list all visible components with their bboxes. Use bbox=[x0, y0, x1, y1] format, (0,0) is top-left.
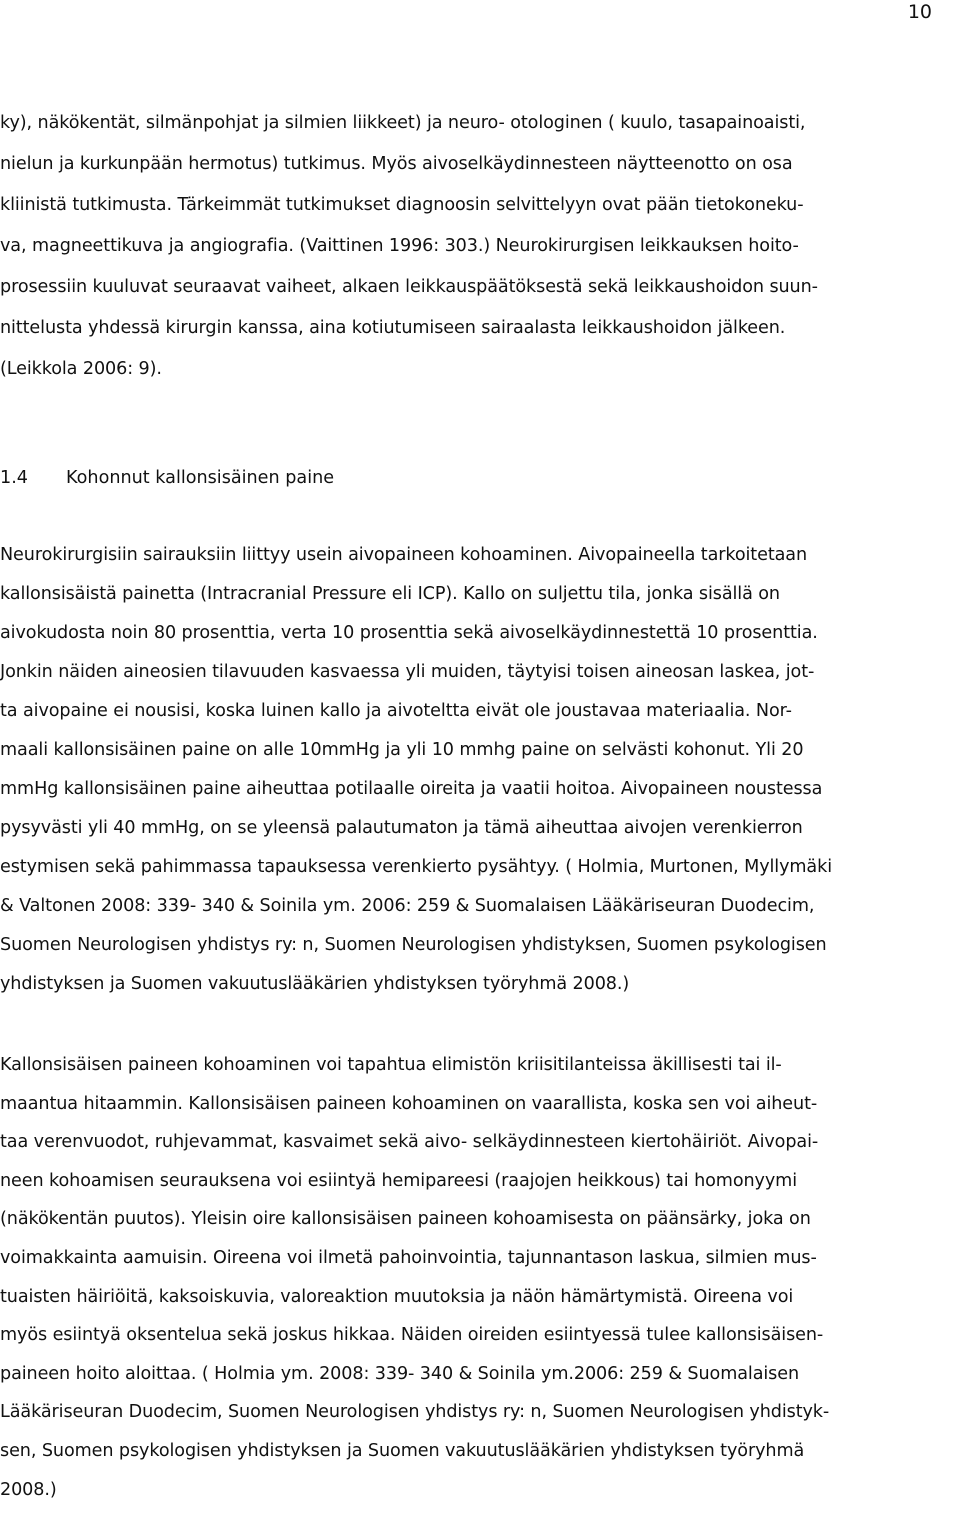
text-line: va, magneettikuva ja angiografia. (Vaittinen 1996: 303.) Neurokirurgisen leikkauksen hoito- bbox=[0, 236, 799, 256]
section-heading bbox=[0, 462, 334, 494]
text-line: ky), näkökentät, silmänpohjat ja silmien liikkeet) ja neuro- otologinen ( kuulo, tasapainoaisti, bbox=[0, 113, 806, 133]
paragraph-2 bbox=[0, 536, 956, 1004]
text-line: Suomen Neurologisen yhdistys ry: n, Suomen Neurologisen yhdistyksen, Suomen psykologisen bbox=[0, 935, 827, 955]
text-line: aivokudosta noin 80 prosenttia, verta 10 prosenttia sekä aivoselkäydinnestettä 10 prosenttia. bbox=[0, 623, 818, 643]
text-line: Lääkäriseuran Duodecim, Suomen Neurologisen yhdistys ry: n, Suomen Neurologisen yhdistyk- bbox=[0, 1402, 830, 1423]
text-line: voimakkainta aamuisin. Oireena voi ilmetä pahoinvointia, tajunnantason laskua, silmien mus- bbox=[0, 1247, 817, 1268]
text-line: (Leikkola 2006: 9). bbox=[0, 359, 162, 379]
paragraph-3 bbox=[0, 1046, 956, 1509]
text-line: nittelusta yhdessä kirurgin kanssa, aina kotiutumiseen sairaalasta leikkaushoidon jälkeen. bbox=[0, 318, 786, 338]
section-number: 1.4 bbox=[0, 468, 28, 488]
text-line: kallonsisäistä painetta (Intracranial Pressure eli ICP). Kallo on suljettu tila, jonka sisällä on bbox=[0, 584, 780, 604]
paragraph-1 bbox=[0, 103, 956, 390]
text-line: tuaisten häiriöitä, kaksoiskuvia, valoreaktion muutoksia ja näön hämärtymistä. Oireena voi bbox=[0, 1286, 794, 1307]
text-line: estymisen sekä pahimmassa tapauksessa verenkierto pysähtyy. ( Holmia, Murtonen, Myllymäki bbox=[0, 857, 832, 877]
text-line: yhdistyksen ja Suomen vakuutuslääkärien yhdistyksen työryhmä 2008.) bbox=[0, 974, 630, 994]
text-line: mmHg kallonsisäinen paine aiheuttaa potilaalle oireita ja vaatii hoitoa. Aivopaineen noustessa bbox=[0, 779, 823, 799]
text-line: prosessiin kuuluvat seuraavat vaiheet, alkaen leikkauspäätöksestä sekä leikkaushoidon suun- bbox=[0, 277, 818, 297]
text-line: (näkökentän puutos). Yleisin oire kallonsisäisen paineen kohoamisesta on päänsärky, joka on bbox=[0, 1209, 811, 1230]
text-line: Kallonsisäisen paineen kohoaminen voi tapahtua elimistön kriisitilanteissa äkillisesti tai il- bbox=[0, 1055, 782, 1075]
text-line: maantua hitaammin. Kallonsisäisen paineen kohoaminen on vaarallista, koska sen voi aiheut- bbox=[0, 1093, 818, 1114]
text-line: nielun ja kurkunpään hermotus) tutkimus. Myös aivoselkäydinnesteen näytteenotto on osa bbox=[0, 154, 793, 174]
text-line: sen, Suomen psykologisen yhdistyksen ja Suomen vakuutuslääkärien yhdistyksen työryhmä bbox=[0, 1440, 805, 1461]
text-line: Jonkin näiden aineosien tilavuuden kasvaessa yli muiden, täytyisi toisen aineosan laskea, jot- bbox=[0, 662, 815, 682]
text-line: & Valtonen 2008: 339- 340 & Soinila ym. 2006: 259 & Suomalaisen Lääkäriseuran Duodecim, bbox=[0, 896, 815, 916]
text-line: myös esiintyä oksentelua sekä joskus hikkaa. Näiden oireiden esiintyessä tulee kallonsisäisen- bbox=[0, 1325, 824, 1346]
text-line: kliinistä tutkimusta. Tärkeimmät tutkimukset diagnoosin selvittelyyn ovat pään tietokoneku- bbox=[0, 195, 804, 215]
text-line: taa verenvuodot, ruhjevammat, kasvaimet sekä aivo- selkäydinnesteen kiertohäiriöt. Aivopai- bbox=[0, 1132, 819, 1153]
text-line: maali kallonsisäinen paine on alle 10mmHg ja yli 10 mmhg paine on selvästi kohonut. Yli 20 bbox=[0, 740, 804, 760]
text-line: ta aivopaine ei nousisi, koska luinen kallo ja aivoteltta eivät ole joustavaa materiaalia. Nor- bbox=[0, 701, 792, 721]
text-line: pysyvästi yli 40 mmHg, on se yleensä palautumaton ja tämä aiheuttaa aivojen verenkierron bbox=[0, 818, 803, 838]
text-line: paineen hoito aloittaa. ( Holmia ym. 2008: 339- 340 & Soinila ym.2006: 259 & Suomalaisen bbox=[0, 1363, 800, 1384]
text-line: 2008.) bbox=[0, 1479, 57, 1500]
section-title: Kohonnut kallonsisäinen paine bbox=[66, 468, 335, 488]
page-number: 10 bbox=[907, 1, 932, 23]
text-line: Neurokirurgisiin sairauksiin liittyy usein aivopaineen kohoaminen. Aivopaineella tarkoitetaan bbox=[0, 545, 808, 565]
text-line: neen kohoamisen seurauksena voi esiintyä hemipareesi (raajojen heikkous) tai homonyymi bbox=[0, 1170, 797, 1191]
